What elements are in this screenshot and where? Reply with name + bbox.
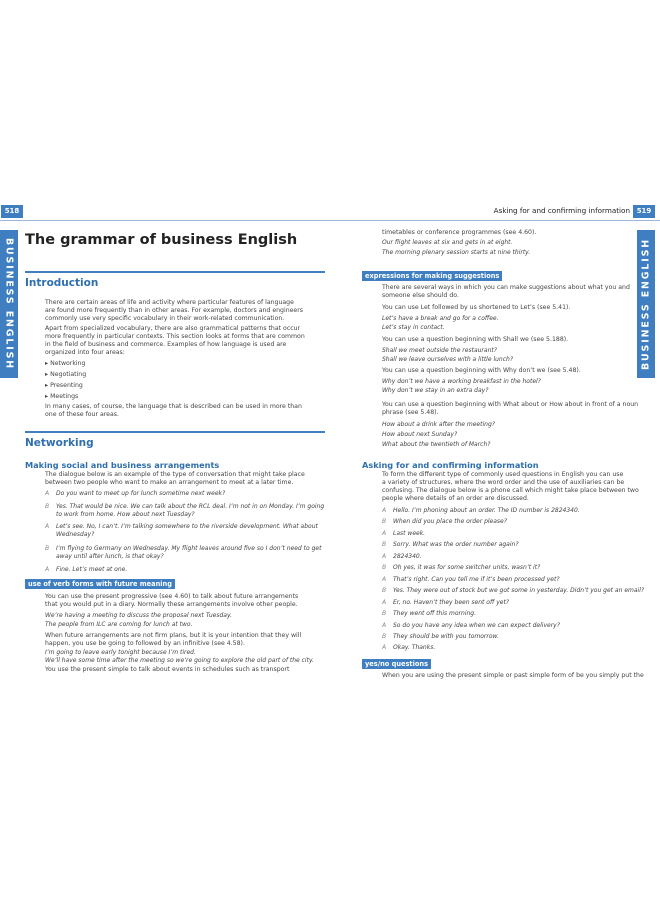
intro-line: There are certain areas of life and activity where particular features of language: [45, 299, 294, 306]
left-side-tab: [0, 230, 18, 378]
suggestions-label: expressions for making suggestions: [362, 271, 502, 281]
asking-line: a variety of structures, where the word order and the use of auxiliaries can be: [382, 479, 625, 486]
top-example: The morning plenary session starts at nine thirty.: [382, 249, 531, 256]
speaker-label: A: [382, 553, 387, 560]
speaker-label: A: [382, 576, 387, 583]
suggestion-line: You can use a question beginning with What about or How about in front of a noun: [382, 401, 639, 408]
intro-line: one of these four areas.: [45, 411, 119, 418]
dialogue-line: Let’s see. No, I can’t. I’m talking somewhere to the riverside development. What about: [56, 523, 318, 530]
arrangements-line: between two people who want to make an arrangement to meet at a later time.: [45, 479, 294, 486]
speaker-label: A: [382, 644, 387, 651]
dialogue-line: to work from home. How about next Tuesday?: [56, 511, 195, 518]
page-header-bar: [0, 203, 660, 221]
dialogue-line: Fine. Let’s meet at one.: [56, 566, 128, 573]
asking-heading: Asking for and confirming information: [362, 460, 539, 470]
intro-line: in the field of business and commerce. Examples of how language is used are: [45, 341, 287, 348]
speaker-label: A: [45, 566, 50, 573]
verb-example: We’re having a meeting to discuss the proposal next Tuesday.: [45, 612, 232, 619]
yes-no-questions-label: yes/no questions: [362, 659, 431, 669]
asking-line: confusing. The dialogue below is a phone call which might take place between two: [382, 487, 639, 494]
suggestion-line: You can use a question beginning with Shall we (see 5.188).: [382, 336, 569, 343]
intro-line: more frequently in particular contexts. This section looks at forms that are common: [45, 333, 305, 340]
asking-line: To form the different type of commonly used questions in English you can use: [382, 471, 624, 478]
dialogue-line: Okay. Thanks.: [393, 644, 436, 651]
verb-line: You can use the present progressive (see 4.60) to talk about future arrangements: [45, 593, 299, 600]
bullet-presenting: ▸ Presenting: [45, 382, 83, 389]
speaker-label: B: [382, 633, 387, 640]
top-example: Our flight leaves at six and gets in at eight.: [382, 239, 513, 246]
suggestion-example: Why don’t we have a working breakfast in the hotel?: [382, 378, 541, 385]
asking-line: people where details of an order are discussed.: [382, 495, 529, 502]
right-side-tab: [637, 230, 655, 378]
intro-line: In many cases, of course, the language that is described can be used in more than: [45, 403, 302, 410]
speaker-label: B: [382, 564, 387, 571]
right-side-tab-label: BUSINESS ENGLISH: [640, 238, 652, 370]
right-page-number: 519: [633, 205, 655, 218]
dialogue-line: Oh yes, it was for some switcher units, wasn’t it?: [393, 564, 541, 571]
suggestion-example: How about a drink after the meeting?: [382, 421, 495, 428]
yes-no-line: When you are using the present simple or past simple form of be you simply put the: [382, 672, 644, 679]
top-line: timetables or conference programmes (see 4.60).: [382, 229, 537, 236]
verb-example: I’m going to leave early tonight because I’m tired.: [45, 649, 196, 656]
suggestion-example: Let’s stay in contact.: [382, 324, 445, 331]
verb-forms-label: use of verb forms with future meaning: [25, 579, 175, 589]
dialogue-line: Hello. I’m phoning about an order. The ID number is 2824340.: [393, 507, 580, 514]
book-spread: [0, 203, 660, 679]
verb-example: We’ll have some time after the meeting so we’re going to explore the old part of the city.: [45, 657, 314, 664]
arrangements-line: The dialogue below is an example of the type of conversation that might take place: [45, 471, 305, 478]
verb-example: The people from ILC are coming for lunch at two.: [45, 621, 193, 628]
dialogue-line: Do you want to meet up for lunch sometime next week?: [56, 490, 226, 497]
speaker-label: A: [382, 599, 387, 606]
speaker-label: A: [382, 530, 387, 537]
dialogue-line: away until after lunch, is that okay?: [56, 553, 164, 560]
verb-line: When future arrangements are not firm plans, but it is your intention that they will: [45, 632, 302, 639]
speaker-label: B: [45, 545, 50, 552]
dialogue-line: Sorry. What was the order number again?: [393, 541, 519, 548]
bullet-negotiating: ▸ Negotiating: [45, 371, 87, 378]
dialogue-line: So do you have any idea when we can expect delivery?: [393, 622, 560, 629]
dialogue-line: They should be with you tomorrow.: [393, 633, 499, 640]
speaker-label: A: [45, 523, 50, 530]
page-title: The grammar of business English: [25, 232, 298, 248]
suggestion-example: What about the twentieth of March?: [382, 441, 491, 448]
dialogue-line: Yes. That would be nice. We can talk about the RCL deal. I’m not in on Monday. I’m going: [56, 503, 325, 510]
intro-line: are found more frequently than in other areas. For example, doctors and engineers: [45, 307, 304, 314]
suggestion-line: There are several ways in which you can make suggestions about what you and: [382, 284, 630, 291]
verb-line: happen, you use be going to followed by an infinitive (see 4.58).: [45, 640, 245, 647]
left-page-number: 518: [1, 205, 23, 218]
dialogue-line: Last week.: [393, 530, 426, 537]
suggestion-example: Why don’t we stay in an extra day?: [382, 387, 489, 394]
speaker-label: A: [382, 622, 387, 629]
intro-line: commonly use very specific vocabulary in their work-related communication.: [45, 315, 285, 322]
bullet-networking: ▸ Networking: [45, 360, 86, 367]
section-rule: [25, 271, 325, 273]
left-side-tab-label: BUSINESS ENGLISH: [3, 238, 15, 370]
suggestion-line: You can use a question beginning with Why don’t we (see 5.48).: [382, 367, 581, 374]
suggestion-line: You can use Let followed by us shortened to Let’s (see 5.41).: [382, 304, 571, 311]
suggestion-example: How about next Sunday?: [382, 431, 458, 438]
running-head: Asking for and confirming information: [493, 206, 630, 215]
suggestion-example: Let’s have a break and go for a coffee.: [382, 315, 499, 322]
speaker-label: A: [382, 507, 387, 514]
speaker-label: B: [45, 503, 50, 510]
networking-heading: Networking: [25, 437, 94, 449]
dialogue-line: I’m flying to Germany on Wednesday. My flight leaves around five so I don’t need to get: [56, 545, 322, 552]
intro-line: Apart from specialized vocabulary, there are also grammatical patterns that occur: [45, 325, 301, 332]
dialogue-line: When did you place the order please?: [393, 518, 507, 525]
arrangements-heading: Making social and business arrangements: [25, 460, 220, 470]
speaker-label: B: [382, 587, 387, 594]
speaker-label: A: [45, 490, 50, 497]
intro-line: organized into four areas:: [45, 349, 125, 356]
suggestion-line: phrase (see 5.48).: [382, 409, 439, 416]
bullet-meetings: ▸ Meetings: [45, 393, 79, 400]
dialogue-line: Er, no. Haven’t they been sent off yet?: [393, 599, 509, 606]
dialogue-line: Wednesday?: [56, 531, 95, 538]
speaker-label: B: [382, 541, 387, 548]
suggestion-example: Shall we leave ourselves with a little lunch?: [382, 356, 514, 363]
dialogue-line: 2824340.: [393, 553, 422, 560]
dialogue-line: Yes. They were out of stock but we got some in yesterday. Didn’t you get an email?: [393, 587, 645, 594]
speaker-label: B: [382, 610, 387, 617]
suggestion-example: Shall we meet outside the restaurant?: [382, 347, 497, 354]
dialogue-line: They went off this morning.: [393, 610, 477, 617]
verb-line: You use the present simple to talk about events in schedules such as transport: [45, 666, 290, 673]
speaker-label: B: [382, 518, 387, 525]
section-rule: [25, 431, 325, 433]
suggestion-line: someone else should do.: [382, 292, 459, 299]
verb-line: that you would put in a diary. Normally these arrangements involve other people.: [45, 601, 298, 608]
dialogue-line: That’s right. Can you tell me if it’s been processed yet?: [393, 576, 560, 583]
introduction-heading: Introduction: [25, 277, 99, 289]
